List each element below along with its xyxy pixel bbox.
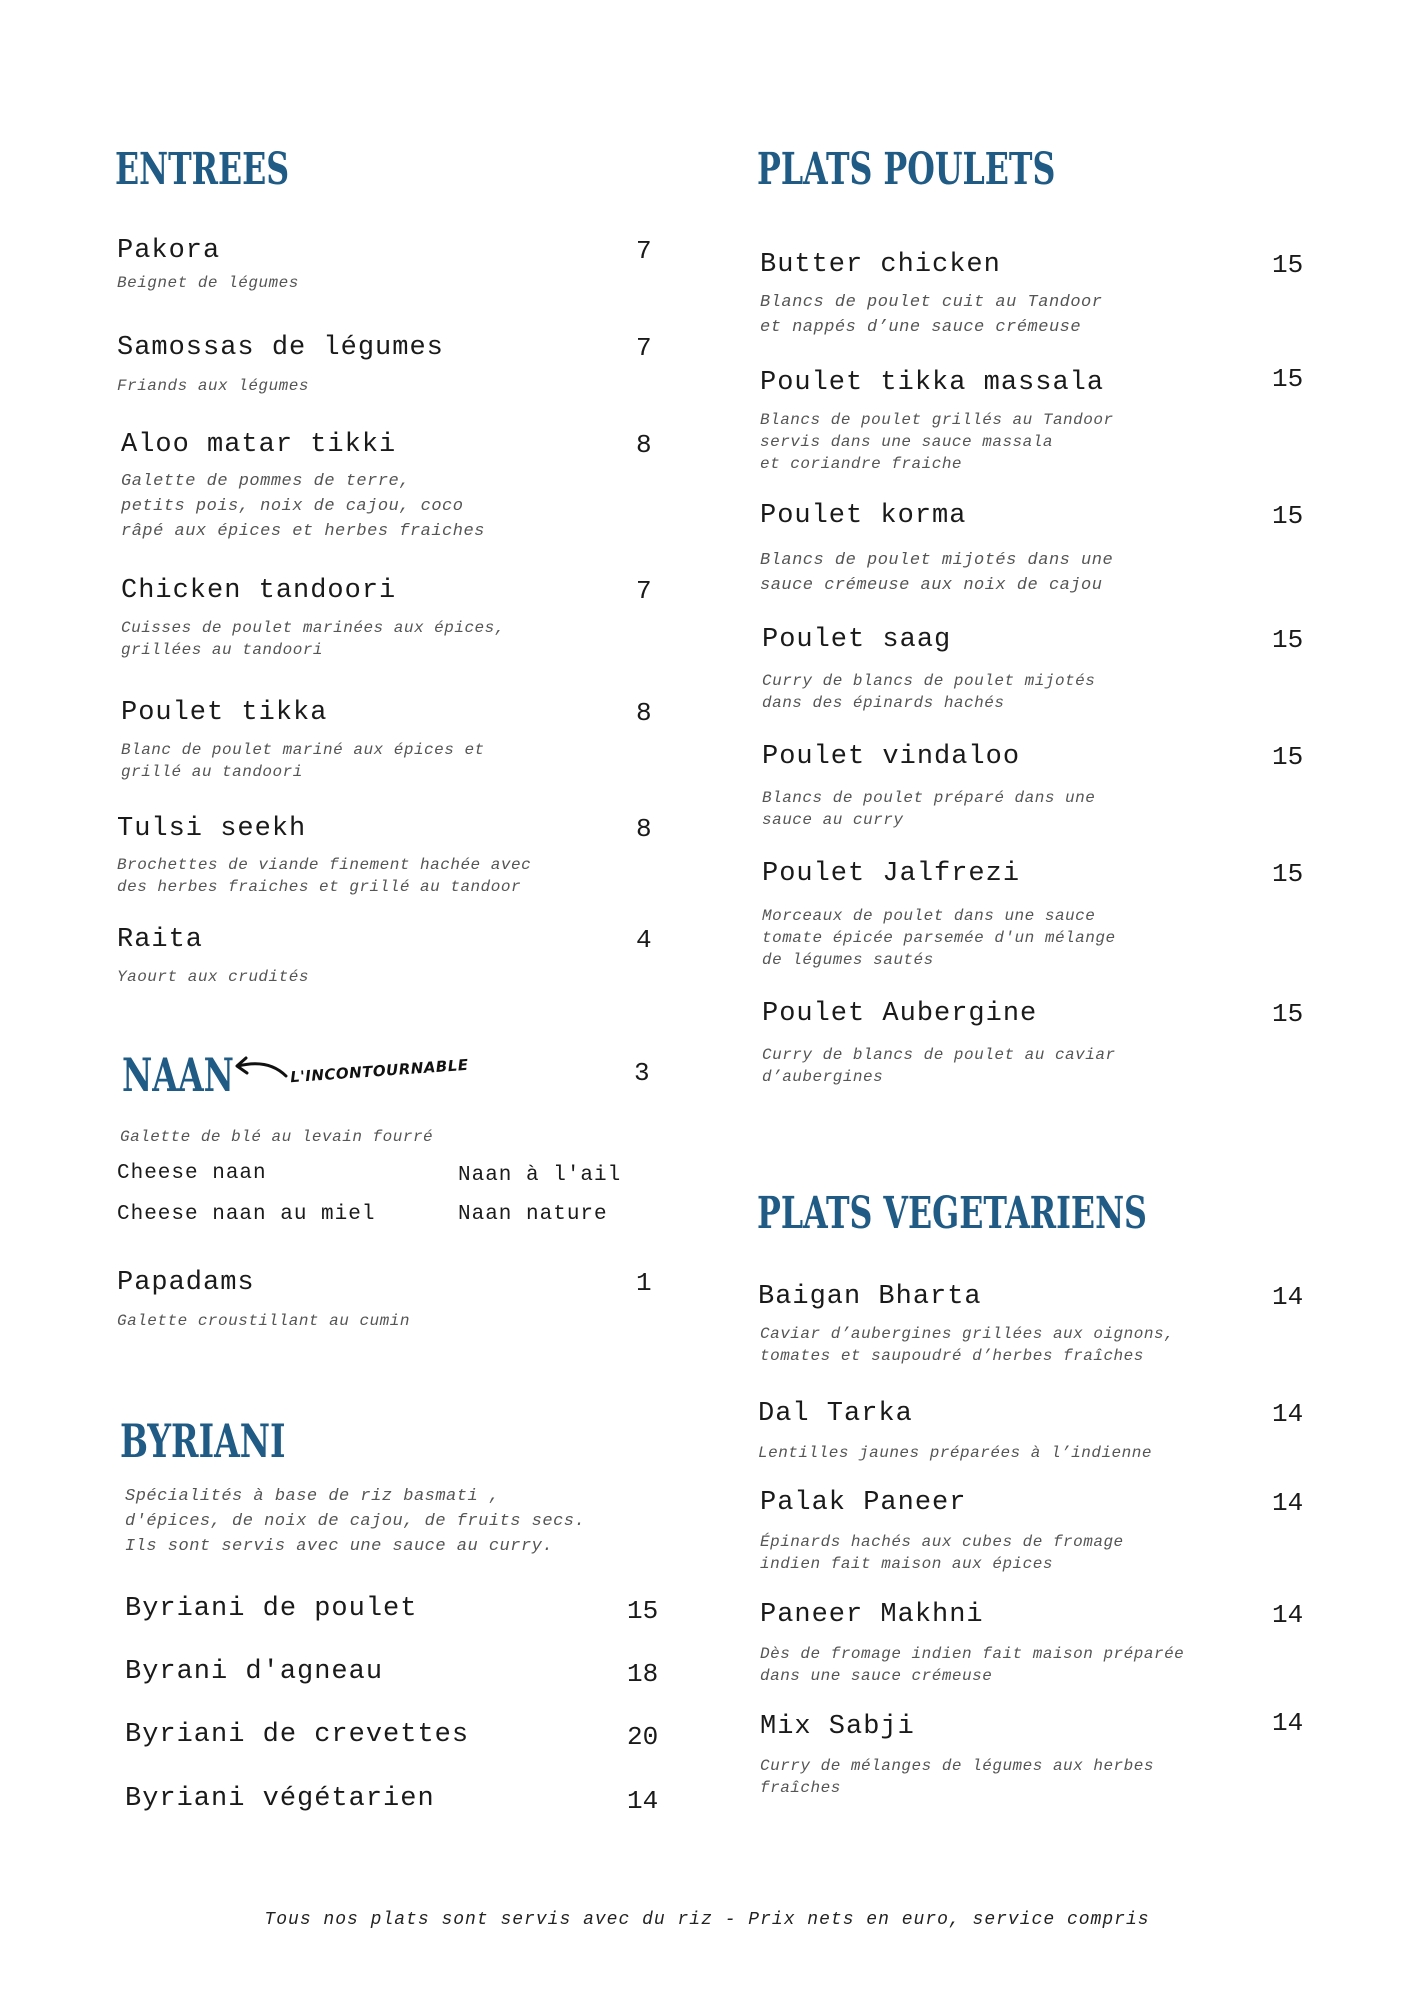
item-description: Blancs de poulet préparé dans une sauce au curry — [762, 789, 1096, 829]
item-price: 14 — [1272, 1708, 1304, 1738]
item-price: 15 — [1272, 859, 1304, 889]
item-name: Paneer Makhni — [760, 1600, 984, 1630]
arrow-icon — [232, 1054, 288, 1082]
item-price: 4 — [636, 925, 652, 955]
item-name: Butter chicken — [760, 250, 1001, 280]
item-description: Yaourt aux crudités — [117, 968, 309, 986]
item-price: 14 — [1272, 1600, 1304, 1630]
item-description: Caviar d’aubergines grillées aux oignons, tomates et saupoudré d’herbes fraîches — [760, 1325, 1175, 1365]
item-description: Blancs de poulet cuit au Tandoor et nappés d’une sauce crémeuse — [760, 293, 1103, 337]
item-price: 14 — [627, 1786, 659, 1816]
byriani-description: Spécialités à base de riz basmati , d'épices, de noix de cajou, de fruits secs. Ils sont servis avec une sauce au curry. — [125, 1487, 586, 1556]
naan-description: Galette de blé au levain fourré — [120, 1128, 434, 1146]
item-price: 14 — [1272, 1488, 1304, 1518]
naan-variant: Cheese naan au miel — [117, 1203, 376, 1226]
item-description: Épinards hachés aux cubes de fromage indien fait maison aux épices — [760, 1533, 1124, 1573]
item-name: Poulet Jalfrezi — [762, 859, 1021, 889]
item-description: Curry de blancs de poulet au caviar d’aubergines — [762, 1046, 1116, 1086]
item-name: Poulet saag — [762, 625, 952, 655]
footer-note: Tous nos plats sont servis avec du riz - Prix nets en euro, service compris — [264, 1910, 1150, 1930]
item-description: Beignet de légumes — [117, 274, 299, 292]
item-description: Morceaux de poulet dans une sauce tomate épicée parsemée d'un mélange de légumes sautés — [762, 907, 1116, 969]
item-description: Galette de pommes de terre, petits pois, noix de cajou, coco râpé aux épices et herbes fraiches — [121, 472, 485, 541]
item-name: Papadams — [117, 1268, 255, 1298]
item-name: Baigan Bharta — [758, 1282, 982, 1312]
item-price: 8 — [636, 814, 652, 844]
item-description: Galette croustillant au cumin — [117, 1312, 410, 1330]
plats-vegetariens-title: PLATS VEGETARIENS — [757, 1188, 1147, 1239]
item-description: Blancs de poulet mijotés dans une sauce crémeuse aux noix de cajou — [760, 551, 1114, 595]
item-description: Blanc de poulet mariné aux épices et grillé au tandoori — [121, 741, 485, 781]
item-price: 7 — [636, 236, 652, 266]
item-description: Brochettes de viande finement hachée avec des herbes fraiches et grillé au tandoor — [117, 856, 532, 896]
item-name: Poulet tikka — [121, 698, 328, 728]
item-name: Poulet Aubergine — [762, 999, 1038, 1029]
item-price: 7 — [636, 576, 652, 606]
naan-price: 3 — [634, 1058, 650, 1088]
item-description: Curry de mélanges de légumes aux herbes fraîches — [760, 1757, 1154, 1797]
item-price: 7 — [636, 333, 652, 363]
item-description: Curry de blancs de poulet mijotés dans des épinards hachés — [762, 672, 1096, 712]
item-name: Poulet vindaloo — [762, 742, 1021, 772]
naan-variant: Naan nature — [458, 1203, 608, 1226]
plats-poulets-title: PLATS POULETS — [757, 144, 1056, 195]
item-name: Byriani végétarien — [125, 1784, 435, 1814]
naan-variant: Cheese naan — [117, 1162, 267, 1185]
item-price: 15 — [1272, 501, 1304, 531]
item-price: 14 — [1272, 1399, 1304, 1429]
item-price: 15 — [1272, 999, 1304, 1029]
item-name: Dal Tarka — [758, 1399, 913, 1429]
naan-variant: Naan à l'ail — [458, 1164, 622, 1187]
item-price: 15 — [627, 1596, 659, 1626]
item-price: 15 — [1272, 364, 1304, 394]
item-name: Byriani de poulet — [125, 1594, 418, 1624]
naan-title: NAAN — [122, 1048, 234, 1102]
item-name: Raita — [117, 925, 204, 955]
item-name: Chicken tandoori — [121, 576, 397, 606]
item-name: Aloo matar tikki — [121, 430, 397, 460]
item-price: 1 — [636, 1268, 652, 1298]
item-description: Friands aux légumes — [117, 377, 309, 395]
item-description: Cuisses de poulet marinées aux épices, grillées au tandoori — [121, 619, 505, 659]
byriani-title: BYRIANI — [120, 1414, 286, 1468]
item-price: 14 — [1272, 1282, 1304, 1312]
item-price: 15 — [1272, 742, 1304, 772]
item-price: 20 — [627, 1722, 659, 1752]
item-price: 15 — [1272, 625, 1304, 655]
item-name: Pakora — [117, 236, 221, 266]
item-name: Byriani de crevettes — [125, 1720, 470, 1750]
item-name: Poulet tikka massala — [760, 368, 1105, 398]
item-price: 8 — [636, 698, 652, 728]
item-name: Mix Sabji — [760, 1712, 915, 1742]
item-description: Blancs de poulet grillés au Tandoor servis dans une sauce massala et coriandre fraiche — [760, 411, 1114, 473]
item-price: 15 — [1272, 250, 1304, 280]
item-name: Poulet korma — [760, 501, 967, 531]
entrees-title: ENTREES — [115, 144, 290, 195]
item-name: Palak Paneer — [760, 1488, 967, 1518]
item-price: 18 — [627, 1659, 659, 1689]
item-description: Dès de fromage indien fait maison préparée dans une sauce crémeuse — [760, 1645, 1185, 1685]
item-name: Byrani d'agneau — [125, 1657, 384, 1687]
incontournable-badge: L'INCONTOURNABLE — [289, 1055, 470, 1087]
item-description: Lentilles jaunes préparées à l’indienne — [758, 1444, 1152, 1462]
item-name: Tulsi seekh — [117, 814, 307, 844]
item-name: Samossas de légumes — [117, 333, 444, 363]
item-price: 8 — [636, 430, 652, 460]
